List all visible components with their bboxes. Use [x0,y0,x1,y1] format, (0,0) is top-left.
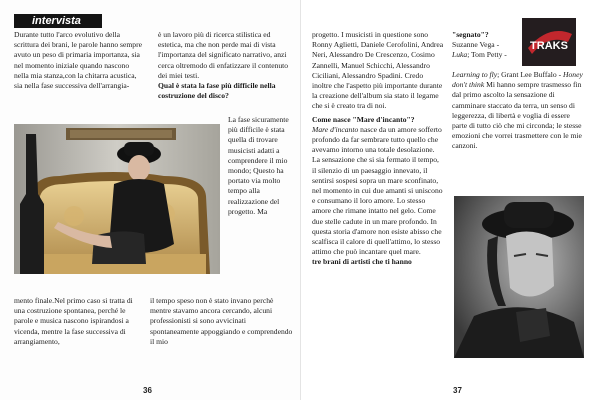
col1-top-text: Durante tutto l'arco evolutivo della scrittura dei brani, le parole hanno sempre avuto un peso di primaria importanza, sia nel momento iniziale quando nascono nella mia stanza,con la chitarra acustica, sia nella fase successiva dell'arrangia- [14,30,142,91]
column-1-top [14,30,142,91]
page-number-right: 37 [453,386,462,395]
influence-1-title-line [452,50,518,60]
col3-text-2-para [312,125,444,258]
influence-3: ; Grant Lee Buffalo - [497,70,562,79]
traks-logo [518,18,580,66]
col3-text-2: nasce da un amore sofferto profondo da far sembrare tutto quello che avevamo intorno una totale desolazione. La sensazione che si sia fermato il tempo, il silenzio di un paesaggio innevato, il sentirsi sospesi sopra un mare sconfinato, nel momento in cui due amanti si uniscono e consumano il loro amore. Lo stesso amore che rimane intatto nel gelo. Come due stelle cadute in un mare profondo. In questa storia d'amore non esiste abisso che scalfisca il calore di quell'attimo, lo stesso attimo che può incantare quel mare. [312,124,443,257]
column-2-bottom [150,296,294,347]
column-4-top [452,30,518,61]
influence-2: ; Tom Petty - [467,50,507,60]
question-2: Come nasce "Mare d'incanto"? [312,114,415,124]
traks-logo-text: TRAKS [530,40,568,52]
col1-bottom-text: mento finale.Nel primo caso si tratta di una costruzione spontanea, perché le parole e musica nascono ispirandosi a vicenda, mentre la fase successiva di arrangiamento, [14,296,133,346]
column-1-bottom [14,296,142,347]
question-1: Qual è stata la fase più difficile nella costruzione del disco? [158,81,276,101]
col2-top-text: è un lavoro più di ricerca stilistica ed estetica, ma che non perde mai di vista l'importanza del significato narrativo, anzi cerca oltremodo di enfatizzare il contenuto dei miei testi. [158,30,289,80]
question-3: tre brani di artisti che ti hanno [312,257,412,267]
song-learning-to-fly: Learning to fly [452,70,498,79]
song-luka: Luka [452,50,468,60]
influence-description: Mi hanno sempre trasmesso fin dal primo ascolto la sensazione di camminare staccato da terra, un senso di leggerezza, di libertà e voglia di essere parte di tutto ciò che mi circonda; le stesse emozioni che vorrei trasmettere con le mie canzoni. [452,80,582,151]
song-honey-dont-think: Honey don't think [452,70,583,90]
column-2-top [158,30,294,101]
col3-text-1: progetto. I musicisti in questione sono Ronny Aglietti, Daniele Cerofolini, Andrea Neri, Alessandro De Crescenzo, Cosimo Zannelli, Manuel Schicchi, Alessandro Ciciliani, Alessandro Spadini. Credo inoltre che l'aspetto più importante durante la creazione dell'album sia stato il legame che si è creato tra di noi. [312,30,444,111]
artist-photo-sofa [14,124,220,274]
influence-1: Suzanne Vega - [452,40,500,50]
section-label: intervista [14,14,102,28]
column-4-body [452,70,586,152]
song-title-mare: Mare d'incanto [312,124,359,134]
artist-photo-bw-portrait [454,196,584,358]
page-number-left: 36 [143,386,152,395]
question-3-end: "segnato"? [452,30,489,39]
influence-text [452,70,586,152]
answer-1-text: La fase sicuramente più difficile è stata quella di trovare musicisti adatti a comprendere il mio mondo; Questo ha portato via molto tempo alla realizzazione del progetto. Ma [228,115,289,216]
column-2-wrap [228,115,292,217]
column-3 [312,30,444,268]
col2-bottom-text: il tempo speso non è stato invano perchè mentre stavamo ancora cercando, alcuni professionisti si sono avvicinati spontaneamente appoggiando e comprendendo il mio [150,296,293,346]
